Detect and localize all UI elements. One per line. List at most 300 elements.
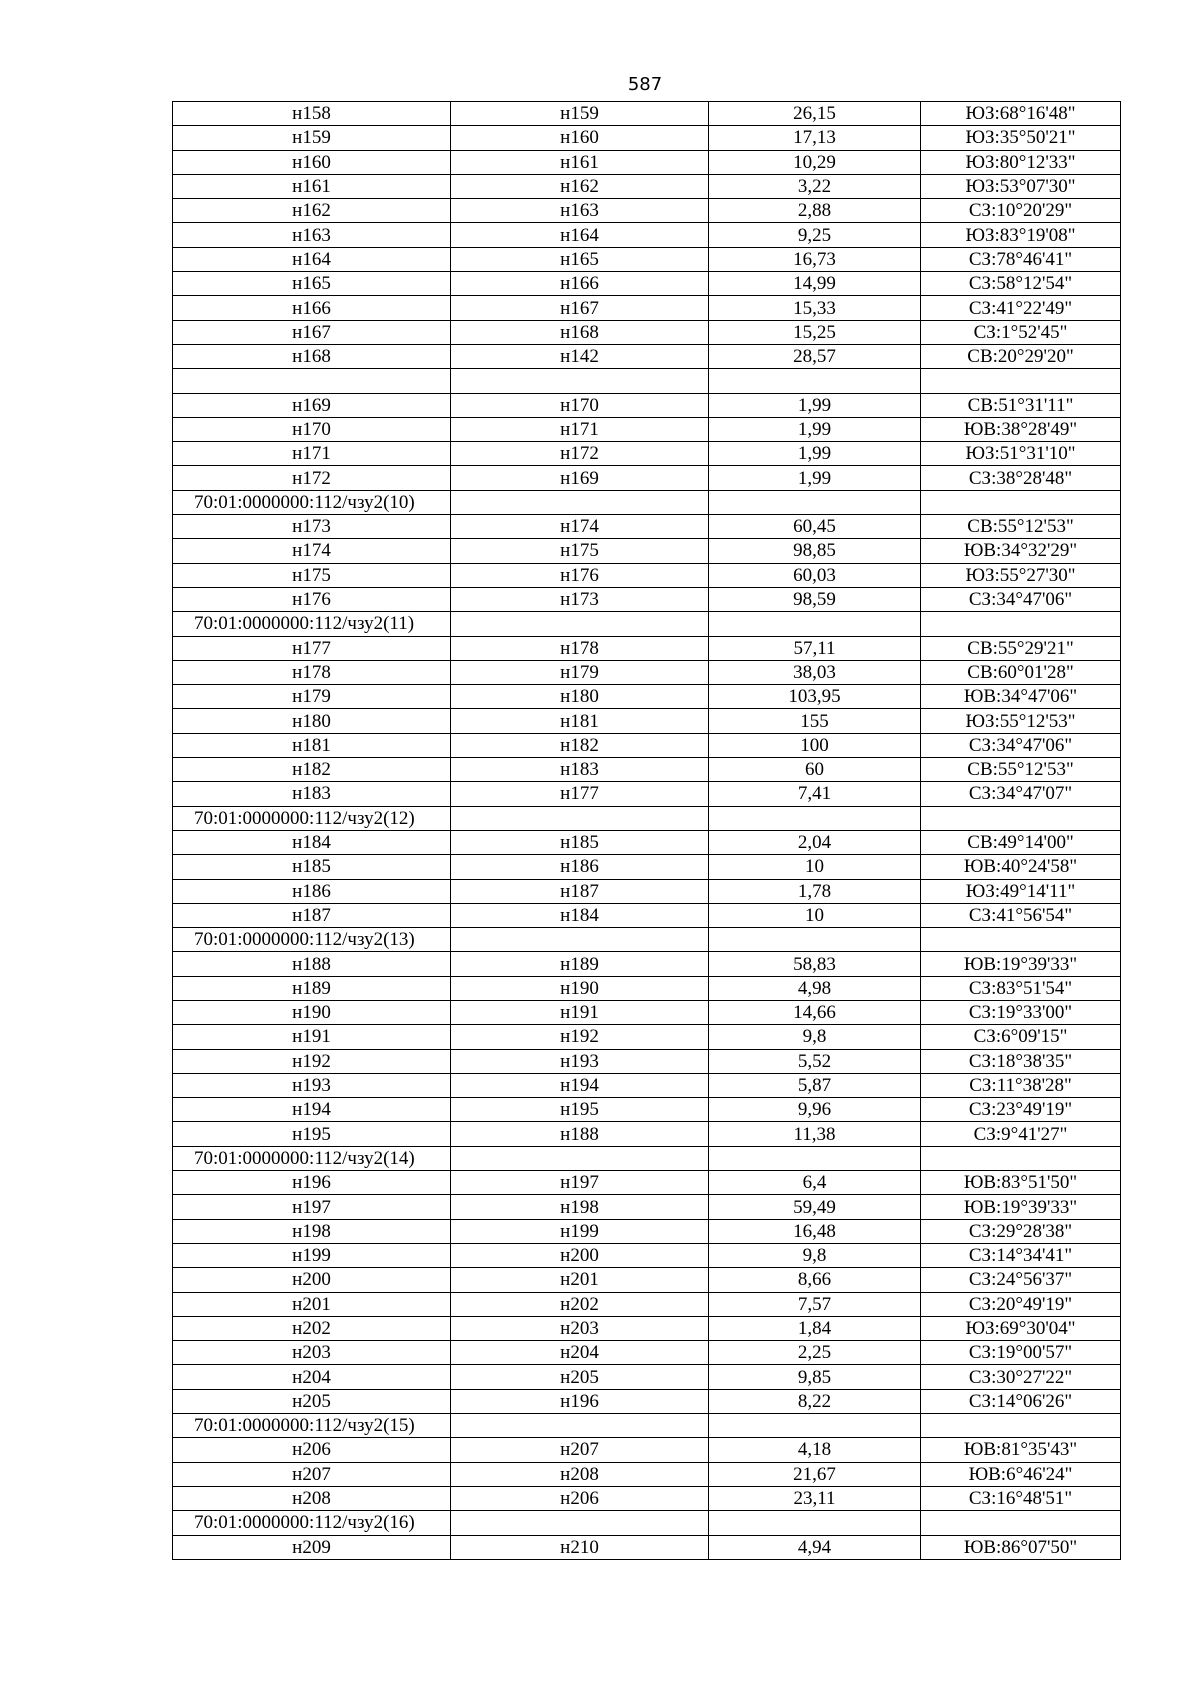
bearing-cell: ЮЗ:69°30'04" (921, 1316, 1121, 1340)
from-point-cell: н165 (173, 272, 451, 296)
table-row (173, 660, 1121, 684)
parcel-label-cell: 70:01:0000000:112/чзу2(10) (173, 490, 451, 514)
length-cell: 9,96 (709, 1098, 921, 1122)
to-point-cell: н159 (451, 102, 709, 126)
length-cell: 4,94 (709, 1535, 921, 1559)
bearing-cell: СВ:60°01'28" (921, 660, 1121, 684)
to-point-cell: н166 (451, 272, 709, 296)
from-point-cell: н186 (173, 879, 451, 903)
length-cell (709, 1511, 921, 1535)
length-cell (709, 1414, 921, 1438)
bearing-cell: ЮЗ:53°07'30" (921, 174, 1121, 198)
parcel-header-row (173, 1511, 1121, 1535)
parcel-label-cell: 70:01:0000000:112/чзу2(15) (173, 1414, 451, 1438)
table-row (173, 1219, 1121, 1243)
bearing-cell: ЮВ:38°28'49" (921, 417, 1121, 441)
bearing-cell: СЗ:18°38'35" (921, 1049, 1121, 1073)
from-point-cell: н195 (173, 1122, 451, 1146)
table-row (173, 466, 1121, 490)
table-row (173, 1292, 1121, 1316)
length-cell: 4,98 (709, 976, 921, 1000)
length-cell: 17,13 (709, 126, 921, 150)
bearing-cell: ЮВ:19°39'33" (921, 1195, 1121, 1219)
table-row (173, 1316, 1121, 1340)
from-point-cell (173, 369, 451, 393)
length-cell: 155 (709, 709, 921, 733)
table-row (173, 1073, 1121, 1097)
from-point-cell: н194 (173, 1098, 451, 1122)
from-point-cell: н191 (173, 1025, 451, 1049)
from-point-cell: н198 (173, 1219, 451, 1243)
table-row (173, 1438, 1121, 1462)
to-point-cell: н200 (451, 1243, 709, 1267)
to-point-cell: н167 (451, 296, 709, 320)
bearing-cell: СВ:55°12'53" (921, 515, 1121, 539)
from-point-cell: н162 (173, 199, 451, 223)
bearing-cell: СВ:55°12'53" (921, 758, 1121, 782)
length-cell: 10 (709, 903, 921, 927)
to-point-cell: н201 (451, 1268, 709, 1292)
parcel-label-cell: 70:01:0000000:112/чзу2(12) (173, 806, 451, 830)
from-point-cell: н173 (173, 515, 451, 539)
from-point-cell: н180 (173, 709, 451, 733)
bearing-cell: СЗ:14°06'26" (921, 1389, 1121, 1413)
bearing-cell (921, 369, 1121, 393)
bearing-cell (921, 490, 1121, 514)
to-point-cell: н173 (451, 587, 709, 611)
table-row (173, 563, 1121, 587)
bearing-cell: СЗ:58°12'54" (921, 272, 1121, 296)
table-row (173, 247, 1121, 271)
bearing-cell: ЮЗ:68°16'48" (921, 102, 1121, 126)
length-cell: 7,57 (709, 1292, 921, 1316)
to-point-cell: н172 (451, 442, 709, 466)
from-point-cell: н200 (173, 1268, 451, 1292)
from-point-cell: н201 (173, 1292, 451, 1316)
from-point-cell: н206 (173, 1438, 451, 1462)
table-row (173, 1341, 1121, 1365)
to-point-cell: н191 (451, 1000, 709, 1024)
length-cell: 15,25 (709, 320, 921, 344)
to-point-cell (451, 806, 709, 830)
length-cell: 10 (709, 855, 921, 879)
table-row (173, 636, 1121, 660)
to-point-cell: н160 (451, 126, 709, 150)
parcel-label-cell: 70:01:0000000:112/чзу2(14) (173, 1146, 451, 1170)
table-row (173, 1195, 1121, 1219)
to-point-cell: н197 (451, 1171, 709, 1195)
to-point-cell: н194 (451, 1073, 709, 1097)
table-row (173, 223, 1121, 247)
parcel-header-row (173, 612, 1121, 636)
bearing-cell: ЮВ:19°39'33" (921, 952, 1121, 976)
table-row (173, 685, 1121, 709)
length-cell: 5,52 (709, 1049, 921, 1073)
bearing-cell (921, 1414, 1121, 1438)
to-point-cell (451, 369, 709, 393)
bearing-cell: СЗ:34°47'07" (921, 782, 1121, 806)
bearing-cell: ЮВ:6°46'24" (921, 1462, 1121, 1486)
from-point-cell: н164 (173, 247, 451, 271)
table-row (173, 102, 1121, 126)
blank-row (173, 369, 1121, 393)
from-point-cell: н209 (173, 1535, 451, 1559)
bearing-cell: СВ:20°29'20" (921, 344, 1121, 368)
length-cell (709, 490, 921, 514)
length-cell: 9,8 (709, 1243, 921, 1267)
length-cell: 9,25 (709, 223, 921, 247)
page-number: 587 (627, 74, 663, 95)
to-point-cell: н207 (451, 1438, 709, 1462)
length-cell: 26,15 (709, 102, 921, 126)
bearing-cell: СЗ:9°41'27" (921, 1122, 1121, 1146)
to-point-cell (451, 490, 709, 514)
length-cell: 14,66 (709, 1000, 921, 1024)
from-point-cell: н159 (173, 126, 451, 150)
bearing-cell: СЗ:6°09'15" (921, 1025, 1121, 1049)
to-point-cell: н189 (451, 952, 709, 976)
table-row (173, 709, 1121, 733)
length-cell: 1,99 (709, 417, 921, 441)
from-point-cell: н188 (173, 952, 451, 976)
to-point-cell: н178 (451, 636, 709, 660)
bearing-cell: СЗ:29°28'38" (921, 1219, 1121, 1243)
from-point-cell: н187 (173, 903, 451, 927)
length-cell: 103,95 (709, 685, 921, 709)
to-point-cell: н193 (451, 1049, 709, 1073)
length-cell: 60 (709, 758, 921, 782)
from-point-cell: н168 (173, 344, 451, 368)
to-point-cell (451, 1146, 709, 1170)
length-cell: 15,33 (709, 296, 921, 320)
table-row (173, 1365, 1121, 1389)
from-point-cell: н172 (173, 466, 451, 490)
length-cell: 5,87 (709, 1073, 921, 1097)
table-row (173, 758, 1121, 782)
to-point-cell: н180 (451, 685, 709, 709)
bearing-cell: СЗ:34°47'06" (921, 733, 1121, 757)
bearing-cell: СВ:49°14'00" (921, 830, 1121, 854)
table-row (173, 903, 1121, 927)
length-cell (709, 806, 921, 830)
to-point-cell (451, 1511, 709, 1535)
from-point-cell: н199 (173, 1243, 451, 1267)
table-row (173, 1535, 1121, 1559)
table-row (173, 952, 1121, 976)
from-point-cell: н161 (173, 174, 451, 198)
to-point-cell: н196 (451, 1389, 709, 1413)
table-row (173, 1243, 1121, 1267)
to-point-cell (451, 612, 709, 636)
bearing-cell: ЮВ:34°32'29" (921, 539, 1121, 563)
length-cell: 59,49 (709, 1195, 921, 1219)
bearing-cell: СЗ:19°00'57" (921, 1341, 1121, 1365)
from-point-cell: н197 (173, 1195, 451, 1219)
table-row (173, 1389, 1121, 1413)
length-cell: 9,85 (709, 1365, 921, 1389)
bearing-cell: ЮВ:81°35'43" (921, 1438, 1121, 1462)
from-point-cell: н208 (173, 1486, 451, 1510)
from-point-cell: н181 (173, 733, 451, 757)
length-cell: 16,73 (709, 247, 921, 271)
bearing-cell (921, 806, 1121, 830)
length-cell: 1,99 (709, 393, 921, 417)
to-point-cell: н203 (451, 1316, 709, 1340)
length-cell: 100 (709, 733, 921, 757)
table-row (173, 344, 1121, 368)
table-row (173, 296, 1121, 320)
from-point-cell: н171 (173, 442, 451, 466)
length-cell (709, 928, 921, 952)
parcel-label-cell: 70:01:0000000:112/чзу2(11) (173, 612, 451, 636)
to-point-cell: н190 (451, 976, 709, 1000)
from-point-cell: н196 (173, 1171, 451, 1195)
to-point-cell: н168 (451, 320, 709, 344)
bearing-cell: ЮЗ:55°27'30" (921, 563, 1121, 587)
bearing-cell: СЗ:24°56'37" (921, 1268, 1121, 1292)
from-point-cell: н192 (173, 1049, 451, 1073)
from-point-cell: н163 (173, 223, 451, 247)
from-point-cell: н202 (173, 1316, 451, 1340)
parcel-header-row (173, 1414, 1121, 1438)
parcel-header-row (173, 928, 1121, 952)
length-cell: 98,59 (709, 587, 921, 611)
length-cell: 2,04 (709, 830, 921, 854)
table-row (173, 782, 1121, 806)
table-row (173, 879, 1121, 903)
to-point-cell: н183 (451, 758, 709, 782)
bearing-cell (921, 928, 1121, 952)
to-point-cell: н198 (451, 1195, 709, 1219)
length-cell: 8,22 (709, 1389, 921, 1413)
to-point-cell: н187 (451, 879, 709, 903)
length-cell: 2,88 (709, 199, 921, 223)
bearing-cell (921, 1146, 1121, 1170)
bearing-cell: СЗ:14°34'41" (921, 1243, 1121, 1267)
to-point-cell: н185 (451, 830, 709, 854)
length-cell: 60,03 (709, 563, 921, 587)
from-point-cell: н204 (173, 1365, 451, 1389)
to-point-cell: н170 (451, 393, 709, 417)
bearing-cell: СЗ:41°22'49" (921, 296, 1121, 320)
length-cell: 9,8 (709, 1025, 921, 1049)
length-cell: 58,83 (709, 952, 921, 976)
to-point-cell: н175 (451, 539, 709, 563)
to-point-cell (451, 1414, 709, 1438)
length-cell: 8,66 (709, 1268, 921, 1292)
to-point-cell: н192 (451, 1025, 709, 1049)
bearing-cell: ЮЗ:80°12'33" (921, 150, 1121, 174)
table-row (173, 539, 1121, 563)
from-point-cell: н158 (173, 102, 451, 126)
bearing-cell: СЗ:1°52'45" (921, 320, 1121, 344)
from-point-cell: н207 (173, 1462, 451, 1486)
table-row (173, 515, 1121, 539)
length-cell: 98,85 (709, 539, 921, 563)
table-row (173, 830, 1121, 854)
parcel-label-cell: 70:01:0000000:112/чзу2(13) (173, 928, 451, 952)
parcel-label-cell: 70:01:0000000:112/чзу2(16) (173, 1511, 451, 1535)
to-point-cell: н164 (451, 223, 709, 247)
to-point-cell: н162 (451, 174, 709, 198)
bearing-cell: ЮЗ:35°50'21" (921, 126, 1121, 150)
table-row (173, 199, 1121, 223)
from-point-cell: н183 (173, 782, 451, 806)
from-point-cell: н190 (173, 1000, 451, 1024)
from-point-cell: н166 (173, 296, 451, 320)
bearing-cell: СЗ:20°49'19" (921, 1292, 1121, 1316)
from-point-cell: н193 (173, 1073, 451, 1097)
bearing-cell: СЗ:41°56'54" (921, 903, 1121, 927)
to-point-cell: н163 (451, 199, 709, 223)
to-point-cell: н210 (451, 1535, 709, 1559)
table-row (173, 733, 1121, 757)
table-row (173, 320, 1121, 344)
length-cell: 7,41 (709, 782, 921, 806)
bearing-cell: ЮВ:34°47'06" (921, 685, 1121, 709)
length-cell: 6,4 (709, 1171, 921, 1195)
length-cell: 10,29 (709, 150, 921, 174)
bearing-cell (921, 612, 1121, 636)
length-cell (709, 612, 921, 636)
from-point-cell: н167 (173, 320, 451, 344)
bearing-cell: СЗ:38°28'48" (921, 466, 1121, 490)
to-point-cell: н174 (451, 515, 709, 539)
table-row (173, 393, 1121, 417)
length-cell: 14,99 (709, 272, 921, 296)
table-row (173, 126, 1121, 150)
parcel-header-row (173, 806, 1121, 830)
to-point-cell: н206 (451, 1486, 709, 1510)
length-cell: 60,45 (709, 515, 921, 539)
bearing-cell: СЗ:23°49'19" (921, 1098, 1121, 1122)
bearing-cell: ЮЗ:51°31'10" (921, 442, 1121, 466)
parcel-header-row (173, 490, 1121, 514)
from-point-cell: н205 (173, 1389, 451, 1413)
from-point-cell: н177 (173, 636, 451, 660)
length-cell: 2,25 (709, 1341, 921, 1365)
length-cell: 1,84 (709, 1316, 921, 1340)
table-row (173, 1171, 1121, 1195)
table-row (173, 1025, 1121, 1049)
bearing-cell: СЗ:11°38'28" (921, 1073, 1121, 1097)
to-point-cell: н161 (451, 150, 709, 174)
to-point-cell: н188 (451, 1122, 709, 1146)
bearing-cell: ЮЗ:83°19'08" (921, 223, 1121, 247)
to-point-cell: н181 (451, 709, 709, 733)
length-cell: 38,03 (709, 660, 921, 684)
bearing-cell: СЗ:34°47'06" (921, 587, 1121, 611)
table-row (173, 976, 1121, 1000)
length-cell: 23,11 (709, 1486, 921, 1510)
bearing-cell (921, 1511, 1121, 1535)
bearing-cell: ЮВ:86°07'50" (921, 1535, 1121, 1559)
from-point-cell: н169 (173, 393, 451, 417)
from-point-cell: н182 (173, 758, 451, 782)
coordinates-table (172, 101, 1121, 1560)
length-cell: 16,48 (709, 1219, 921, 1243)
bearing-cell: СЗ:19°33'00" (921, 1000, 1121, 1024)
to-point-cell: н179 (451, 660, 709, 684)
from-point-cell: н184 (173, 830, 451, 854)
length-cell: 11,38 (709, 1122, 921, 1146)
bearing-cell: СЗ:30°27'22" (921, 1365, 1121, 1389)
length-cell: 4,18 (709, 1438, 921, 1462)
from-point-cell: н170 (173, 417, 451, 441)
from-point-cell: н203 (173, 1341, 451, 1365)
bearing-cell: ЮВ:83°51'50" (921, 1171, 1121, 1195)
to-point-cell: н171 (451, 417, 709, 441)
from-point-cell: н189 (173, 976, 451, 1000)
from-point-cell: н179 (173, 685, 451, 709)
to-point-cell: н142 (451, 344, 709, 368)
table-row (173, 587, 1121, 611)
length-cell: 1,99 (709, 466, 921, 490)
length-cell: 28,57 (709, 344, 921, 368)
coordinates-table-body (173, 102, 1121, 1560)
table-row (173, 1098, 1121, 1122)
to-point-cell: н182 (451, 733, 709, 757)
from-point-cell: н176 (173, 587, 451, 611)
to-point-cell: н202 (451, 1292, 709, 1316)
bearing-cell: СЗ:16°48'51" (921, 1486, 1121, 1510)
table-row (173, 1268, 1121, 1292)
table-row (173, 442, 1121, 466)
bearing-cell: ЮВ:40°24'58" (921, 855, 1121, 879)
from-point-cell: н185 (173, 855, 451, 879)
parcel-header-row (173, 1146, 1121, 1170)
table-row (173, 174, 1121, 198)
bearing-cell: ЮЗ:55°12'53" (921, 709, 1121, 733)
table-row (173, 855, 1121, 879)
table-row (173, 1049, 1121, 1073)
from-point-cell: н174 (173, 539, 451, 563)
table-row (173, 417, 1121, 441)
table-row (173, 1000, 1121, 1024)
table-row (173, 150, 1121, 174)
length-cell: 1,99 (709, 442, 921, 466)
table-row (173, 1122, 1121, 1146)
bearing-cell: СЗ:83°51'54" (921, 976, 1121, 1000)
from-point-cell: н175 (173, 563, 451, 587)
to-point-cell: н177 (451, 782, 709, 806)
to-point-cell: н176 (451, 563, 709, 587)
table-row (173, 1486, 1121, 1510)
to-point-cell: н208 (451, 1462, 709, 1486)
table-row (173, 1462, 1121, 1486)
length-cell: 3,22 (709, 174, 921, 198)
from-point-cell: н160 (173, 150, 451, 174)
to-point-cell: н199 (451, 1219, 709, 1243)
to-point-cell: н204 (451, 1341, 709, 1365)
to-point-cell: н205 (451, 1365, 709, 1389)
from-point-cell: н178 (173, 660, 451, 684)
to-point-cell: н186 (451, 855, 709, 879)
length-cell (709, 369, 921, 393)
length-cell: 57,11 (709, 636, 921, 660)
bearing-cell: СЗ:78°46'41" (921, 247, 1121, 271)
bearing-cell: ЮЗ:49°14'11" (921, 879, 1121, 903)
to-point-cell: н169 (451, 466, 709, 490)
length-cell (709, 1146, 921, 1170)
length-cell: 1,78 (709, 879, 921, 903)
to-point-cell: н165 (451, 247, 709, 271)
table-row (173, 272, 1121, 296)
length-cell: 21,67 (709, 1462, 921, 1486)
bearing-cell: СВ:55°29'21" (921, 636, 1121, 660)
to-point-cell: н195 (451, 1098, 709, 1122)
bearing-cell: СВ:51°31'11" (921, 393, 1121, 417)
